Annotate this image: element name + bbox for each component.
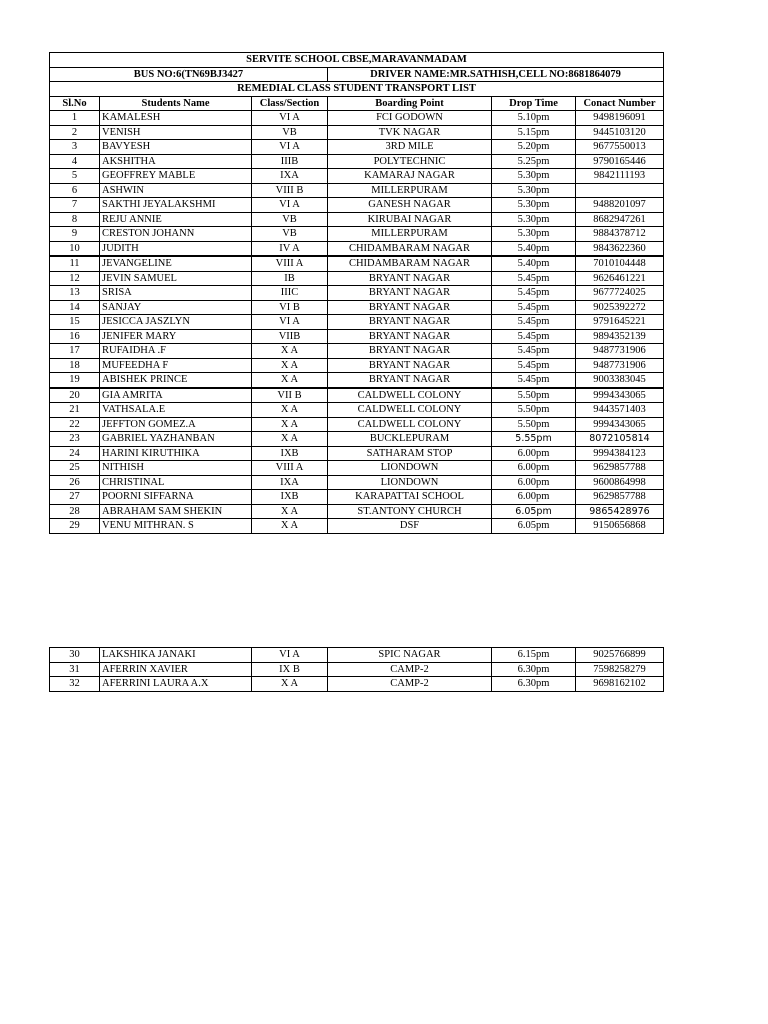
drop-time-cell: 5.30pm: [492, 183, 576, 198]
contact-number-cell: 7598258279: [576, 662, 664, 677]
table-row: [50, 125, 664, 140]
drop-time-cell: 5.55pm: [492, 432, 576, 447]
drop-time-cell: 5.40pm: [492, 256, 576, 271]
table-row: [50, 154, 664, 169]
class-section-cell: X A: [252, 417, 328, 432]
bus-number: BUS NO:6(TN69BJ3427: [50, 67, 328, 82]
drop-time-cell: 5.45pm: [492, 373, 576, 388]
class-section-cell: IXA: [252, 169, 328, 184]
class-section-cell: IX B: [252, 662, 328, 677]
student-name-cell: JUDITH: [100, 241, 252, 256]
table-row: [50, 227, 664, 242]
table-row: [50, 504, 664, 519]
boarding-point-cell: SATHARAM STOP: [328, 446, 492, 461]
table-row: [50, 241, 664, 256]
class-section-cell: IV A: [252, 241, 328, 256]
boarding-point-cell: KAMARAJ NAGAR: [328, 169, 492, 184]
sl-no-cell: 13: [50, 286, 100, 301]
drop-time-cell: 5.45pm: [492, 315, 576, 330]
drop-time-cell: 5.45pm: [492, 344, 576, 359]
student-name-cell: GABRIEL YAZHANBAN: [100, 432, 252, 447]
sl-no-cell: 23: [50, 432, 100, 447]
drop-time-cell: 5.30pm: [492, 212, 576, 227]
contact-number-cell: 9842111193: [576, 169, 664, 184]
student-name-cell: JESICCA JASZLYN: [100, 315, 252, 330]
contact-number-cell: 9025766899: [576, 648, 664, 663]
table-row: [50, 315, 664, 330]
sl-no-cell: 3: [50, 140, 100, 155]
drop-time-cell: 5.50pm: [492, 417, 576, 432]
table-row: [50, 403, 664, 418]
student-name-cell: ABISHEK PRINCE: [100, 373, 252, 388]
class-section-cell: VI A: [252, 198, 328, 213]
boarding-point-cell: BRYANT NAGAR: [328, 300, 492, 315]
student-name-cell: AKSHITHA: [100, 154, 252, 169]
class-section-cell: VIII B: [252, 183, 328, 198]
class-section-cell: VIII A: [252, 256, 328, 271]
drop-time-cell: 5.30pm: [492, 227, 576, 242]
student-name-cell: SANJAY: [100, 300, 252, 315]
drop-time-cell: 5.45pm: [492, 286, 576, 301]
contact-number-cell: 9865428976: [576, 504, 664, 519]
contact-number-cell: 9629857788: [576, 461, 664, 476]
transport-list-table-continued: [49, 647, 664, 692]
contact-number-cell: 9498196091: [576, 111, 664, 126]
student-name-cell: JEVANGELINE: [100, 256, 252, 271]
boarding-point-cell: GANESH NAGAR: [328, 198, 492, 213]
contact-number-cell: 8682947261: [576, 212, 664, 227]
col-header-contact-number: Conact Number: [576, 96, 664, 111]
sl-no-cell: 24: [50, 446, 100, 461]
table-row: [50, 519, 664, 534]
student-name-cell: ASHWIN: [100, 183, 252, 198]
drop-time-cell: 5.30pm: [492, 198, 576, 213]
class-section-cell: VIII A: [252, 461, 328, 476]
boarding-point-cell: BRYANT NAGAR: [328, 373, 492, 388]
sl-no-cell: 15: [50, 315, 100, 330]
boarding-point-cell: CHIDAMBARAM NAGAR: [328, 256, 492, 271]
sl-no-cell: 22: [50, 417, 100, 432]
drop-time-cell: 6.05pm: [492, 519, 576, 534]
boarding-point-cell: MILLERPURAM: [328, 183, 492, 198]
col-header-drop-time: Drop Time: [492, 96, 576, 111]
contact-number-cell: [576, 183, 664, 198]
student-name-cell: LAKSHIKA JANAKI: [100, 648, 252, 663]
student-name-cell: CHRISTINAL: [100, 475, 252, 490]
school-title: SERVITE SCHOOL CBSE,MARAVANMADAM: [50, 53, 664, 68]
contact-number-cell: 9487731906: [576, 344, 664, 359]
table-row: [50, 648, 664, 663]
sl-no-cell: 4: [50, 154, 100, 169]
sl-no-cell: 10: [50, 241, 100, 256]
contact-number-cell: 9443571403: [576, 403, 664, 418]
sl-no-cell: 7: [50, 198, 100, 213]
boarding-point-cell: TVK NAGAR: [328, 125, 492, 140]
table-row: [50, 212, 664, 227]
student-name-cell: MUFEEDHA F: [100, 358, 252, 373]
class-section-cell: X A: [252, 432, 328, 447]
boarding-point-cell: BRYANT NAGAR: [328, 271, 492, 286]
class-section-cell: X A: [252, 677, 328, 692]
table-row: [50, 329, 664, 344]
drop-time-cell: 6.00pm: [492, 490, 576, 505]
drop-time-cell: 6.15pm: [492, 648, 576, 663]
table-row: [50, 388, 664, 403]
class-section-cell: VB: [252, 227, 328, 242]
drop-time-cell: 6.00pm: [492, 446, 576, 461]
class-section-cell: IXB: [252, 490, 328, 505]
list-title-row: [50, 82, 664, 97]
boarding-point-cell: CALDWELL COLONY: [328, 388, 492, 403]
student-name-cell: POORNI SIFFARNA: [100, 490, 252, 505]
col-header-slno: Sl.No: [50, 96, 100, 111]
table-row: [50, 271, 664, 286]
contact-number-cell: 9994343065: [576, 417, 664, 432]
col-header-student-name: Students Name: [100, 96, 252, 111]
contact-number-cell: 9003383045: [576, 373, 664, 388]
sl-no-cell: 5: [50, 169, 100, 184]
sl-no-cell: 19: [50, 373, 100, 388]
contact-number-cell: 9894352139: [576, 329, 664, 344]
drop-time-cell: 5.45pm: [492, 358, 576, 373]
sl-no-cell: 25: [50, 461, 100, 476]
drop-time-cell: 5.20pm: [492, 140, 576, 155]
school-title-row: [50, 53, 664, 68]
class-section-cell: IXB: [252, 446, 328, 461]
table-row: [50, 169, 664, 184]
table-row: [50, 475, 664, 490]
class-section-cell: X A: [252, 344, 328, 359]
table-row: [50, 432, 664, 447]
sl-no-cell: 32: [50, 677, 100, 692]
table-row: [50, 286, 664, 301]
drop-time-cell: 6.05pm: [492, 504, 576, 519]
class-section-cell: VB: [252, 125, 328, 140]
class-section-cell: VI A: [252, 315, 328, 330]
contact-number-cell: 8072105814: [576, 432, 664, 447]
table-row: [50, 373, 664, 388]
sl-no-cell: 6: [50, 183, 100, 198]
student-name-cell: JEFFTON GOMEZ.A: [100, 417, 252, 432]
class-section-cell: IIIB: [252, 154, 328, 169]
class-section-cell: X A: [252, 504, 328, 519]
drop-time-cell: 5.45pm: [492, 300, 576, 315]
student-name-cell: NITHISH: [100, 461, 252, 476]
driver-info: DRIVER NAME:MR.SATHISH,CELL NO:8681864079: [328, 67, 664, 82]
boarding-point-cell: CAMP-2: [328, 677, 492, 692]
contact-number-cell: 7010104448: [576, 256, 664, 271]
boarding-point-cell: BRYANT NAGAR: [328, 358, 492, 373]
contact-number-cell: 9790165446: [576, 154, 664, 169]
sl-no-cell: 14: [50, 300, 100, 315]
class-section-cell: IXA: [252, 475, 328, 490]
drop-time-cell: 5.15pm: [492, 125, 576, 140]
student-name-cell: BAVYESH: [100, 140, 252, 155]
boarding-point-cell: BRYANT NAGAR: [328, 329, 492, 344]
contact-number-cell: 9698162102: [576, 677, 664, 692]
student-name-cell: SAKTHI JEYALAKSHMI: [100, 198, 252, 213]
class-section-cell: VI B: [252, 300, 328, 315]
table-row: [50, 183, 664, 198]
boarding-point-cell: BRYANT NAGAR: [328, 286, 492, 301]
table-row: [50, 490, 664, 505]
class-section-cell: VI A: [252, 140, 328, 155]
drop-time-cell: 6.00pm: [492, 461, 576, 476]
student-name-cell: HARINI KIRUTHIKA: [100, 446, 252, 461]
boarding-point-cell: DSF: [328, 519, 492, 534]
boarding-point-cell: CHIDAMBARAM NAGAR: [328, 241, 492, 256]
column-header-row: [50, 96, 664, 111]
table-row: [50, 256, 664, 271]
sl-no-cell: 2: [50, 125, 100, 140]
class-section-cell: IIIC: [252, 286, 328, 301]
sl-no-cell: 8: [50, 212, 100, 227]
contact-number-cell: 9994384123: [576, 446, 664, 461]
student-name-cell: JEVIN SAMUEL: [100, 271, 252, 286]
contact-number-cell: 9994343065: [576, 388, 664, 403]
student-name-cell: ABRAHAM SAM SHEKIN: [100, 504, 252, 519]
sl-no-cell: 16: [50, 329, 100, 344]
sl-no-cell: 21: [50, 403, 100, 418]
class-section-cell: X A: [252, 358, 328, 373]
contact-number-cell: 9884378712: [576, 227, 664, 242]
boarding-point-cell: SPIC NAGAR: [328, 648, 492, 663]
boarding-point-cell: CALDWELL COLONY: [328, 403, 492, 418]
sl-no-cell: 28: [50, 504, 100, 519]
drop-time-cell: 5.25pm: [492, 154, 576, 169]
class-section-cell: VIIB: [252, 329, 328, 344]
contact-number-cell: 9025392272: [576, 300, 664, 315]
class-section-cell: IB: [252, 271, 328, 286]
boarding-point-cell: ST.ANTONY CHURCH: [328, 504, 492, 519]
drop-time-cell: 6.30pm: [492, 662, 576, 677]
contact-number-cell: 9445103120: [576, 125, 664, 140]
contact-number-cell: 9677724025: [576, 286, 664, 301]
bus-driver-row: [50, 67, 664, 82]
class-section-cell: VB: [252, 212, 328, 227]
sl-no-cell: 26: [50, 475, 100, 490]
student-name-cell: VENU MITHRAN. S: [100, 519, 252, 534]
student-name-cell: AFERRINI LAURA A.X: [100, 677, 252, 692]
boarding-point-cell: BRYANT NAGAR: [328, 315, 492, 330]
contact-number-cell: 9488201097: [576, 198, 664, 213]
class-section-cell: VI A: [252, 111, 328, 126]
drop-time-cell: 6.00pm: [492, 475, 576, 490]
boarding-point-cell: 3RD MILE: [328, 140, 492, 155]
class-section-cell: X A: [252, 373, 328, 388]
student-name-cell: AFERRIN XAVIER: [100, 662, 252, 677]
sl-no-cell: 30: [50, 648, 100, 663]
sl-no-cell: 11: [50, 256, 100, 271]
drop-time-cell: 6.30pm: [492, 677, 576, 692]
table-row: [50, 344, 664, 359]
boarding-point-cell: CAMP-2: [328, 662, 492, 677]
contact-number-cell: 9677550013: [576, 140, 664, 155]
drop-time-cell: 5.45pm: [492, 271, 576, 286]
sl-no-cell: 20: [50, 388, 100, 403]
sl-no-cell: 27: [50, 490, 100, 505]
contact-number-cell: 9791645221: [576, 315, 664, 330]
student-name-cell: VENISH: [100, 125, 252, 140]
contact-number-cell: 9843622360: [576, 241, 664, 256]
contact-number-cell: 9629857788: [576, 490, 664, 505]
student-name-cell: GEOFFREY MABLE: [100, 169, 252, 184]
student-name-cell: KAMALESH: [100, 111, 252, 126]
boarding-point-cell: KIRUBAI NAGAR: [328, 212, 492, 227]
sl-no-cell: 9: [50, 227, 100, 242]
contact-number-cell: 9150656868: [576, 519, 664, 534]
table-row: [50, 140, 664, 155]
boarding-point-cell: POLYTECHNIC: [328, 154, 492, 169]
table-row: [50, 198, 664, 213]
sl-no-cell: 17: [50, 344, 100, 359]
boarding-point-cell: BRYANT NAGAR: [328, 344, 492, 359]
boarding-point-cell: BUCKLEPURAM: [328, 432, 492, 447]
table-row: [50, 446, 664, 461]
table-row: [50, 662, 664, 677]
drop-time-cell: 5.50pm: [492, 403, 576, 418]
table-row: [50, 677, 664, 692]
class-section-cell: X A: [252, 403, 328, 418]
col-header-boarding-point: Boarding Point: [328, 96, 492, 111]
table-row: [50, 461, 664, 476]
sl-no-cell: 29: [50, 519, 100, 534]
boarding-point-cell: FCI GODOWN: [328, 111, 492, 126]
contact-number-cell: 9487731906: [576, 358, 664, 373]
drop-time-cell: 5.40pm: [492, 241, 576, 256]
sl-no-cell: 31: [50, 662, 100, 677]
class-section-cell: X A: [252, 519, 328, 534]
boarding-point-cell: MILLERPURAM: [328, 227, 492, 242]
boarding-point-cell: LIONDOWN: [328, 475, 492, 490]
student-name-cell: JENIFER MARY: [100, 329, 252, 344]
contact-number-cell: 9600864998: [576, 475, 664, 490]
drop-time-cell: 5.30pm: [492, 169, 576, 184]
student-name-cell: RUFAIDHA .F: [100, 344, 252, 359]
table-row: [50, 417, 664, 432]
boarding-point-cell: LIONDOWN: [328, 461, 492, 476]
student-name-cell: GIA AMRITA: [100, 388, 252, 403]
boarding-point-cell: CALDWELL COLONY: [328, 417, 492, 432]
transport-list-table: [49, 52, 664, 534]
drop-time-cell: 5.10pm: [492, 111, 576, 126]
sl-no-cell: 12: [50, 271, 100, 286]
class-section-cell: VII B: [252, 388, 328, 403]
student-name-cell: REJU ANNIE: [100, 212, 252, 227]
student-name-cell: CRESTON JOHANN: [100, 227, 252, 242]
class-section-cell: VI A: [252, 648, 328, 663]
student-name-cell: VATHSALA.E: [100, 403, 252, 418]
boarding-point-cell: KARAPATTAI SCHOOL: [328, 490, 492, 505]
sl-no-cell: 18: [50, 358, 100, 373]
table-row: [50, 111, 664, 126]
contact-number-cell: 9626461221: [576, 271, 664, 286]
table-row: [50, 358, 664, 373]
list-title: REMEDIAL CLASS STUDENT TRANSPORT LIST: [50, 82, 664, 97]
col-header-class-section: Class/Section: [252, 96, 328, 111]
sl-no-cell: 1: [50, 111, 100, 126]
drop-time-cell: 5.45pm: [492, 329, 576, 344]
drop-time-cell: 5.50pm: [492, 388, 576, 403]
table-row: [50, 300, 664, 315]
student-name-cell: SRISA: [100, 286, 252, 301]
